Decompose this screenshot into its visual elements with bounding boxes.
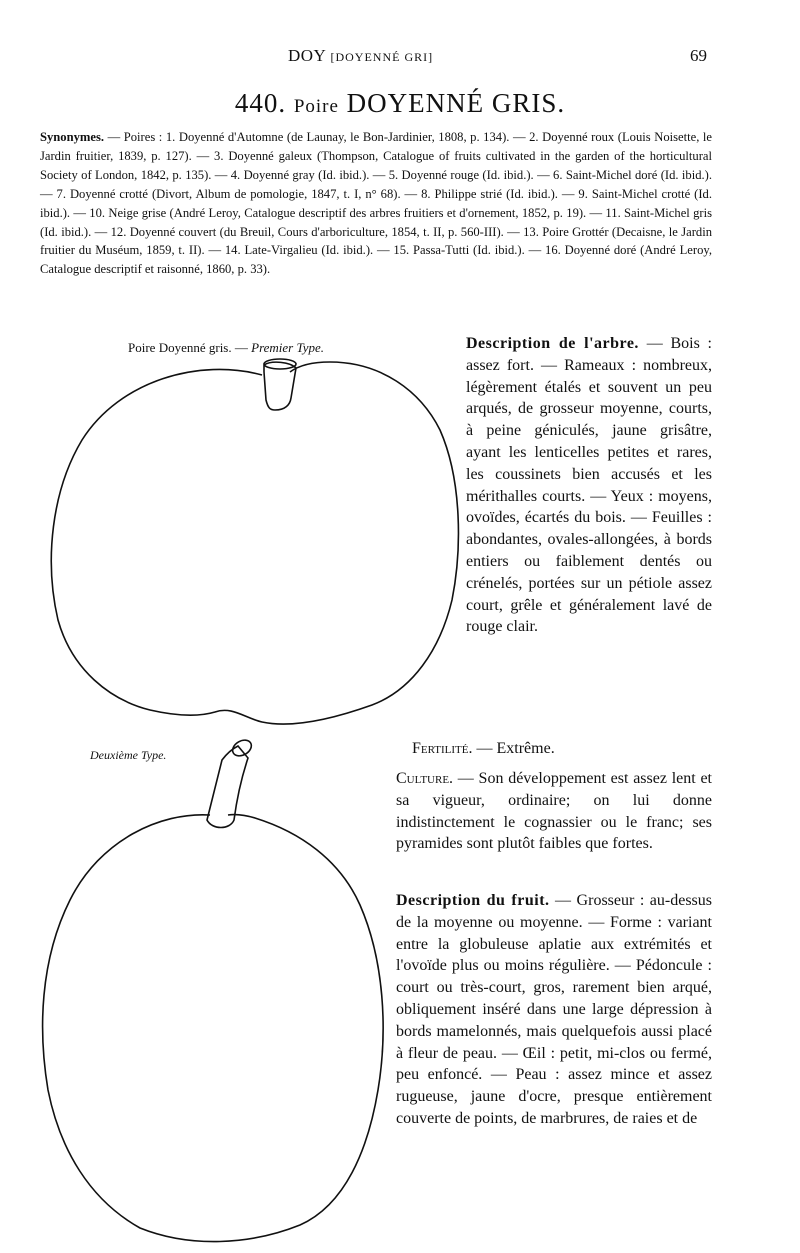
culture-text: — Son développement est assez lent et sa vigueur, ordinaire; on lui donne indistinctement le cognassier ou le franc; ses pyramides sont plutôt faibles que fortes. xyxy=(396,770,712,853)
figure-1-caption-main: Poire Doyenné gris. — xyxy=(128,340,252,355)
figure-2-caption: Deuxième Type. xyxy=(90,748,167,762)
title-name: DOYENNÉ GRIS. xyxy=(346,88,566,118)
fertility-line xyxy=(412,740,555,758)
fruit-description-text: — Grosseur : au-dessus de la moyenne ou moyenne. — Forme : variant entre la globuleuse aplatie aux extrémités et l'ovoïde plus ou moins régulière. — Pédoncule : court ou très-court, gros, rarement bien arqué, obliquement inséré dans une large dépression à bords mamelonnés, mais quelquefois aussi placé à fleur de peau. — Œil : petit, mi-clos ou fermé, peu enfoncé. — Peau : assez mince et assez rugueuse, jaune d'ocre, presque entièrement couverte de points, de marbrures, de raies et de xyxy=(396,892,713,1127)
synonyms-label: Synonymes. xyxy=(40,130,105,144)
fruit-description-heading: Description du fruit. xyxy=(396,892,550,909)
fruit-description xyxy=(396,890,712,1130)
synonyms-text: — Poires : 1. Doyenné d'Automne (de Launay, le Bon-Jardinier, 1808, p. 134). — 2. Doyenné roux (Louis Noisette, le Jardin fruitier, 1839, p. 127). — 3. Doyenné galeux (Thompson, Catalogue of fruits cultivated in the garden of the horticultural Society of London, 1842, p. 135). — 4. Doyenné gray (Id. ibid.). — 5. Doyenné rouge (Id. ibid.). — 6. Saint-Michel doré (Id. ibid.). — 7. Doyenné crotté (Divort, Album de pomologie, 1847, t. I, n° 68). — 8. Philippe strié (Id. ibid.). — 9. Saint-Michel crotté (Id. ibid.). — 10. Neige grise (André Leroy, Catalogue descriptif des arbres fruitiers et d'ornement, 1852, p. 19). — 11. Saint-Michel gris (Id. ibid.). — 12. Doyenné couvert (du Breuil, Cours d'arboriculture, 1854, t. II, p. 560-III). — 13. Poire Grottér (Decaisne, le Jardin fruitier du Muséum, 1859, t. II). — 14. Late-Virgalieu (Id. ibid.). — 15. Passa-Tutti (Id. ibid.). — 16. Doyenné doré (André Leroy, Catalogue descriptif et raisonné, 1860, p. 33). xyxy=(40,130,712,277)
running-head-bracket: [DOYENNÉ GRI] xyxy=(330,50,434,64)
tree-description-heading: Description de l'arbre. xyxy=(466,335,639,352)
page-number: 69 xyxy=(690,46,707,65)
title-prefix: Poire xyxy=(293,96,339,117)
figure-1-caption-type: Premier Type. xyxy=(251,340,325,355)
fertility-label: Fertilité. xyxy=(412,740,473,757)
fertility-text: — Extrême. xyxy=(472,740,555,757)
tree-description xyxy=(466,333,712,638)
title-number: 440. xyxy=(234,88,287,118)
tree-description-text: — Bois : assez fort. — Rameaux : nombreux, légèrement étalés et souvent un peu arqués, de grosseur moyenne, courts, à peine géniculés, jaune grisâtre, ayant les lenticelles petites et rares, les coussinets bien accusés et les mérithalles courts. — Yeux : moyens, ovoïdes, écartés du bois. — Feuilles : abondantes, ovales-allongées, à bords entiers ou faiblement dentés ou crénelés, portées sur un pétiole assez court, grêle et généralement lavé de rouge clair. xyxy=(466,335,713,636)
culture-paragraph xyxy=(396,768,712,855)
culture-label: Culture. xyxy=(396,770,454,787)
pear-first-type xyxy=(51,359,458,724)
pear-second-type xyxy=(43,737,384,1242)
running-head-word: DOY xyxy=(288,46,326,65)
pear-2-outline xyxy=(43,815,384,1242)
pear-1-outline xyxy=(51,362,458,724)
pear-2-stem-tip xyxy=(230,737,254,759)
